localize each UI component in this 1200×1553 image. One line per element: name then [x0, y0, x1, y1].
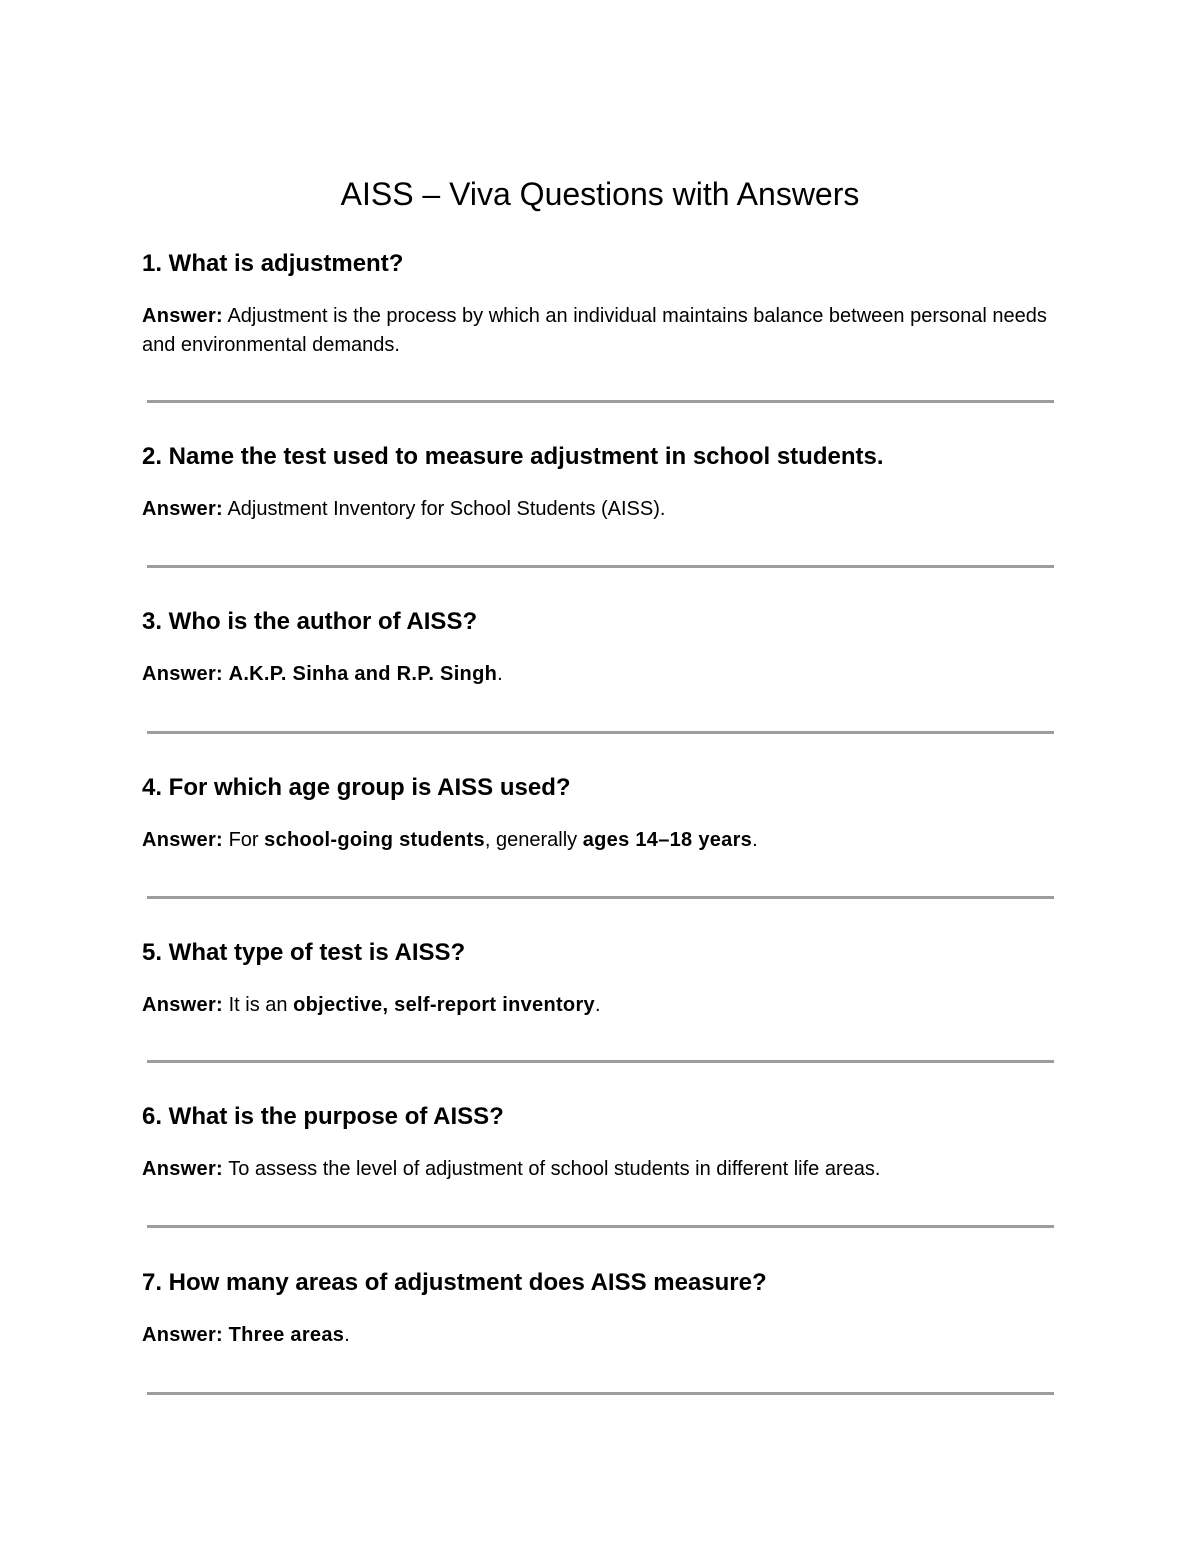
divider-4: [147, 896, 1054, 899]
divider-2: [147, 565, 1054, 568]
divider-5: [147, 1060, 1054, 1063]
question-4: 4. For which age group is AISS used?: [142, 774, 571, 801]
answer-2: [142, 495, 1054, 524]
answer-label: Answer:: [142, 663, 224, 685]
question-7: 7. How many areas of adjustment does AISS measure?: [142, 1269, 767, 1296]
divider-6: [147, 1225, 1054, 1228]
answer-6: [142, 1155, 1054, 1184]
answer-pre: For: [228, 829, 259, 851]
question-1: 1. What is adjustment?: [142, 250, 404, 277]
answer-bold: Three areas: [228, 1324, 345, 1346]
answer-label: Answer:: [142, 305, 224, 327]
answer-mid: , generally: [484, 829, 578, 851]
qa-item-1: [142, 249, 1054, 360]
answer-label: Answer:: [142, 1158, 224, 1180]
question-5: 5. What type of test is AISS?: [142, 939, 466, 966]
qa-item-2: [142, 442, 1054, 524]
qa-item-7: [142, 1268, 1054, 1350]
question-2: 2. Name the test used to measure adjustment in school students.: [142, 443, 884, 470]
answer-5: [142, 991, 1054, 1020]
answer-label: Answer:: [142, 829, 224, 851]
answer-7: [142, 1321, 1054, 1350]
divider-3: [147, 731, 1054, 734]
answer-end: .: [752, 829, 758, 851]
answer-3: [142, 660, 1054, 689]
answer-pre: It is an: [228, 994, 288, 1016]
answer-4: [142, 826, 1054, 855]
divider-7: [147, 1392, 1054, 1395]
answer-text: Adjustment Inventory for School Students (AISS).: [227, 498, 666, 520]
answer-bold-1: school-going students: [264, 829, 485, 851]
qa-item-6: [142, 1102, 1054, 1184]
answer-end: .: [594, 994, 601, 1016]
qa-item-3: [142, 607, 1054, 689]
answer-text: To assess the level of adjustment of school students in different life areas.: [228, 1158, 881, 1180]
answer-end: .: [344, 1324, 350, 1346]
answer-label: Answer:: [142, 1324, 224, 1346]
answer-bold: A.K.P. Sinha and R.P. Singh: [228, 663, 498, 685]
qa-item-5: [142, 938, 1054, 1020]
answer-1: [142, 302, 1054, 360]
answer-bold-2: ages 14–18 years: [582, 829, 753, 851]
question-6: 6. What is the purpose of AISS?: [142, 1103, 504, 1130]
answer-label: Answer:: [142, 498, 224, 520]
divider-1: [147, 400, 1054, 403]
answer-text: Adjustment is the process by which an individual maintains balance between personal needs and environmental demands.: [142, 305, 1047, 356]
answer-bold: objective, self-report inventory: [293, 994, 595, 1016]
page-title: AISS – Viva Questions with Answers: [340, 176, 860, 212]
answer-end: .: [497, 663, 503, 685]
answer-label: Answer:: [142, 994, 224, 1016]
qa-item-4: [142, 773, 1054, 855]
question-3: 3. Who is the author of AISS?: [142, 608, 478, 635]
